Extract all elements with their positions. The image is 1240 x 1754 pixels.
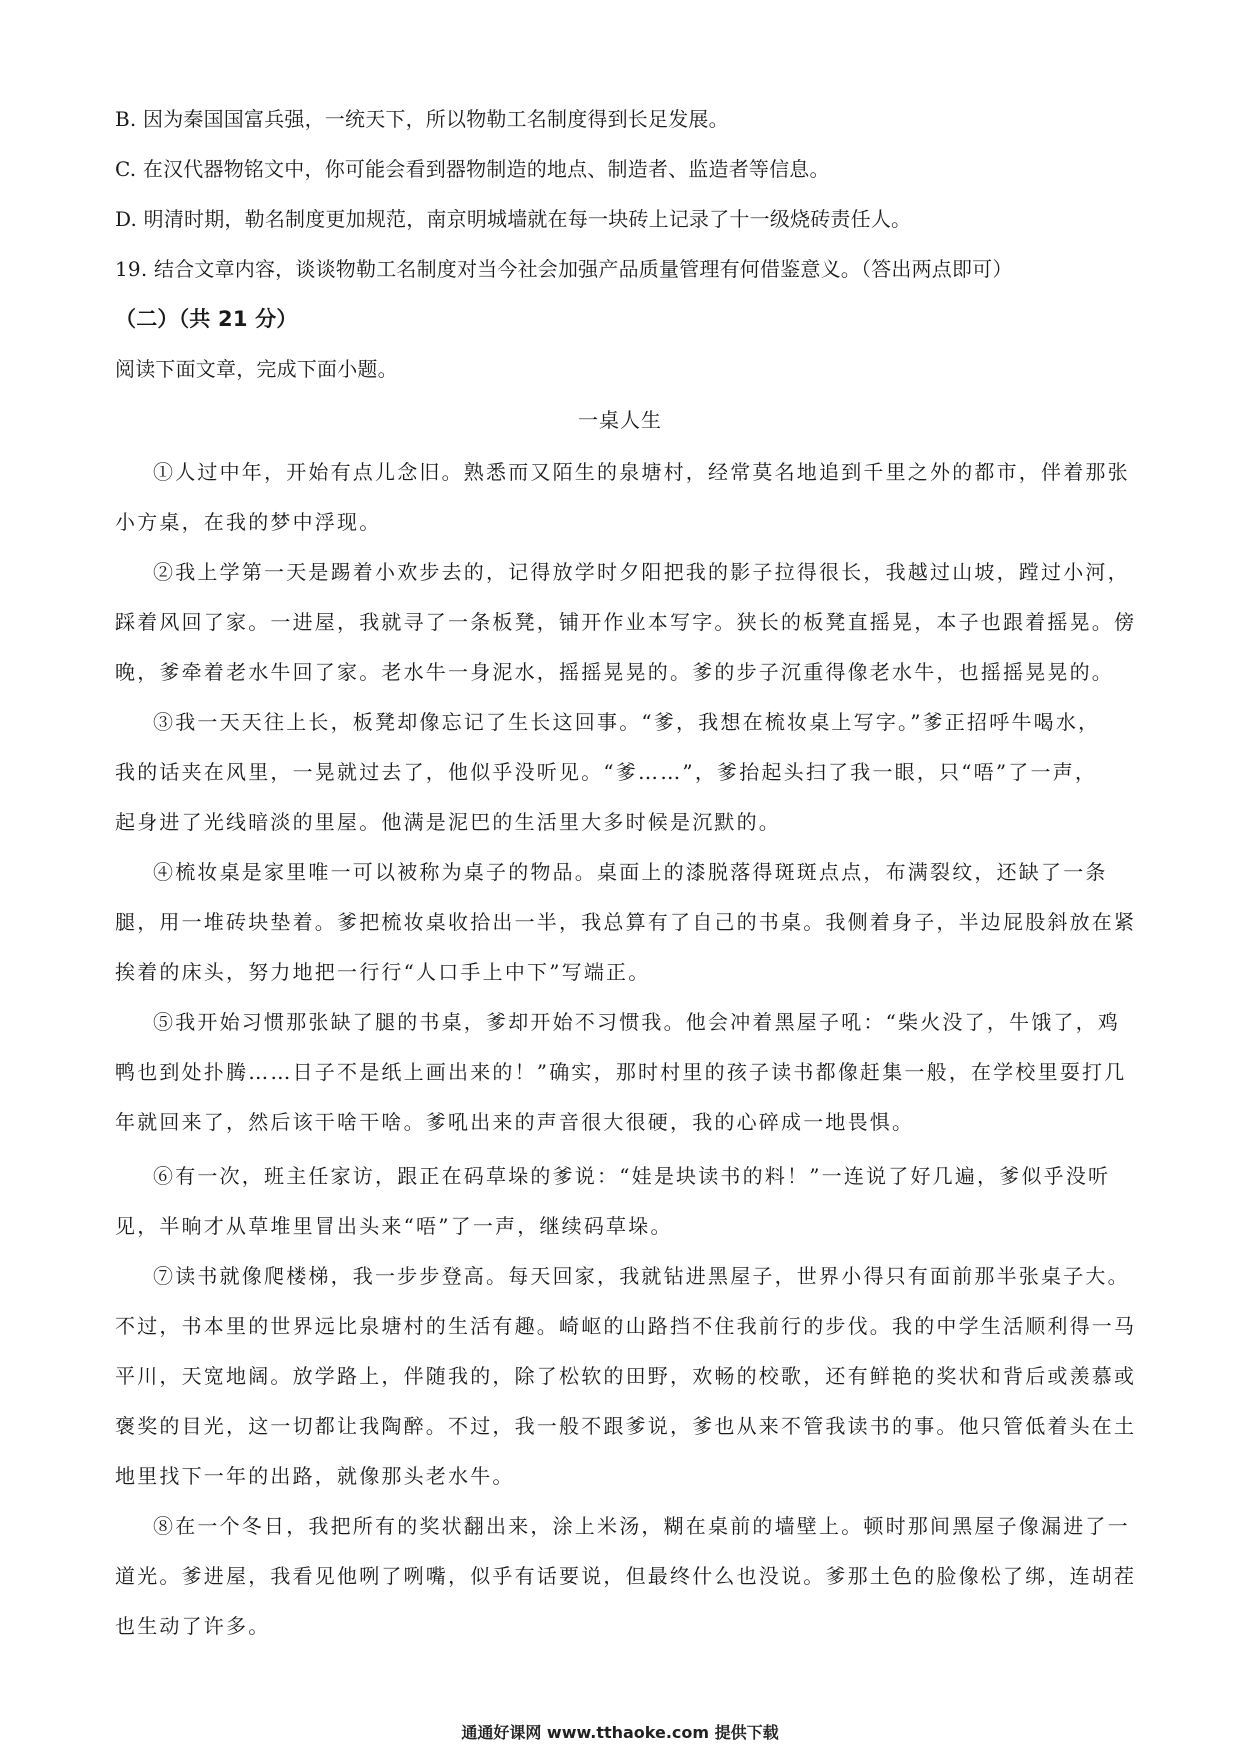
question-19: 19. 结合文章内容，谈谈物勒工名制度对当今社会加强产品质量管理有何借鉴意义。（答出两点即可） <box>115 257 1013 281</box>
paragraph-line: ①人过中年，开始有点儿念旧。熟悉而又陌生的泉塘村，经常莫名地追到千里之外的都市，伴着那张 <box>153 460 1130 484</box>
paragraph-5 <box>115 1008 1125 1158</box>
option-d: D. 明清时期，勒名制度更加规范，南京明城墙就在每一块砖上记录了十一级烧砖责任人。 <box>115 207 912 231</box>
option-b: B. 因为秦国国富兵强，一统天下，所以物勒工名制度得到长足发展。 <box>115 107 729 131</box>
paragraph-line: 不过，书本里的世界远比泉塘村的生活有趣。崎岖的山路挡不住我前行的步伐。我的中学生活顺利得一马 <box>115 1314 1137 1338</box>
paragraph-line: 见，半晌才从草堆里冒出头来“唔”了一声，继续码草垛。 <box>115 1214 673 1238</box>
paragraph-line: 踩着风回了家。一进屋，我就寻了一条板凳，铺开作业本写字。狭长的板凳直摇晃，本子也跟着摇晃。傍 <box>115 610 1137 634</box>
footer-watermark: 通通好课网 www.tthaoke.com 提供下载 <box>461 1723 779 1742</box>
paragraph-line: 鸭也到处扑腾……日子不是纸上画出来的！”确实，那时村里的孩子读书都像赶集一般，在学校里耍打几 <box>115 1060 1127 1084</box>
paragraph-line: ⑤我开始习惯那张缺了腿的书桌，爹却开始不习惯我。他会冲着黑屋子吼：“柴火没了，牛饿了，鸡 <box>153 1010 1121 1034</box>
paragraph-line: 地里找下一年的出路，就像那头老水牛。 <box>115 1464 515 1488</box>
paragraph-line: 腿，用一堆砖块垫着。爹把梳妆桌收拾出一半，我总算有了自己的书桌。我侧着身子，半边屁股斜放在紧 <box>115 910 1137 934</box>
paragraph-4 <box>115 858 1137 1008</box>
paragraph-line: 我的话夹在风里，一晃就过去了，他似乎没听见。“爹……”，爹抬起头扫了我一眼，只“唔”了一声， <box>115 760 1098 784</box>
paragraph-line: ⑦读书就像爬楼梯，我一步步登高。每天回家，我就钻进黑屋子，世界小得只有面前那半张桌子大。 <box>153 1264 1130 1288</box>
paragraph-line: 年就回来了，然后该干啥干啥。爹吼出来的声音很大很硬，我的心碎成一地畏惧。 <box>115 1110 915 1134</box>
paragraph-line: ④梳妆桌是家里唯一可以被称为桌子的物品。桌面上的漆脱落得斑斑点点，布满裂纹，还缺了一条 <box>153 860 1108 884</box>
paragraph-line: 起身进了光线暗淡的里屋。他满是泥巴的生活里大多时候是沉默的。 <box>115 810 781 834</box>
option-c: C. 在汉代器物铭文中，你可能会看到器物制造的地点、制造者、监造者等信息。 <box>115 157 830 181</box>
paragraph-line: 也生动了许多。 <box>115 1614 271 1638</box>
paragraph-6 <box>115 1162 1125 1262</box>
paragraph-line: 道光。爹进屋，我看见他咧了咧嘴，似乎有话要说，但最终什么也没说。爹那土色的脸像松了绑，连胡茬 <box>115 1564 1137 1588</box>
paragraph-line: 小方桌，在我的梦中浮现。 <box>115 510 382 534</box>
paragraph-2 <box>115 558 1137 708</box>
paragraph-7 <box>115 1262 1137 1512</box>
paragraph-3 <box>115 708 1125 858</box>
paragraph-line: ⑧在一个冬日，我把所有的奖状翻出来，涂上米汤，糊在桌前的墙壁上。顿时那间黑屋子像漏进了一 <box>153 1514 1130 1538</box>
instruction: 阅读下面文章，完成下面小题。 <box>115 357 398 381</box>
paragraph-line: 褒奖的目光，这一切都让我陶醉。不过，我一般不跟爹说，爹也从来不管我读书的事。他只管低着头在土 <box>115 1414 1137 1438</box>
paragraph-line: ②我上学第一天是踢着小欢步去的，记得放学时夕阳把我的影子拉得很长，我越过山坡，蹚过小河， <box>153 560 1130 584</box>
paragraph-line: ⑥有一次，班主任家访，跟正在码草垛的爹说：“娃是块读书的料！”一连说了好几遍，爹似乎没听 <box>153 1164 1111 1188</box>
paragraph-line: 挨着的床头，努力地把一行行“人口手上中下”写端正。 <box>115 960 651 984</box>
section-heading: （二）（共 21 分） <box>115 307 298 331</box>
paragraph-line: ③我一天天往上长，板凳却像忘记了生长这回事。“爹，我想在梳妆桌上写字。”爹正招呼牛喝水， <box>153 710 1101 734</box>
paragraph-line: 晚，爹牵着老水牛回了家。老水牛一身泥水，摇摇晃晃的。爹的步子沉重得像老水牛，也摇摇晃晃的。 <box>115 660 1114 684</box>
paragraph-8 <box>115 1512 1137 1662</box>
paragraph-line: 平川，天宽地阔。放学路上，伴随我的，除了松软的田野，欢畅的校歌，还有鲜艳的奖状和背后或羡慕或 <box>115 1364 1137 1388</box>
article-title: 一桌人生 <box>578 408 662 432</box>
paragraph-1 <box>115 458 1130 558</box>
